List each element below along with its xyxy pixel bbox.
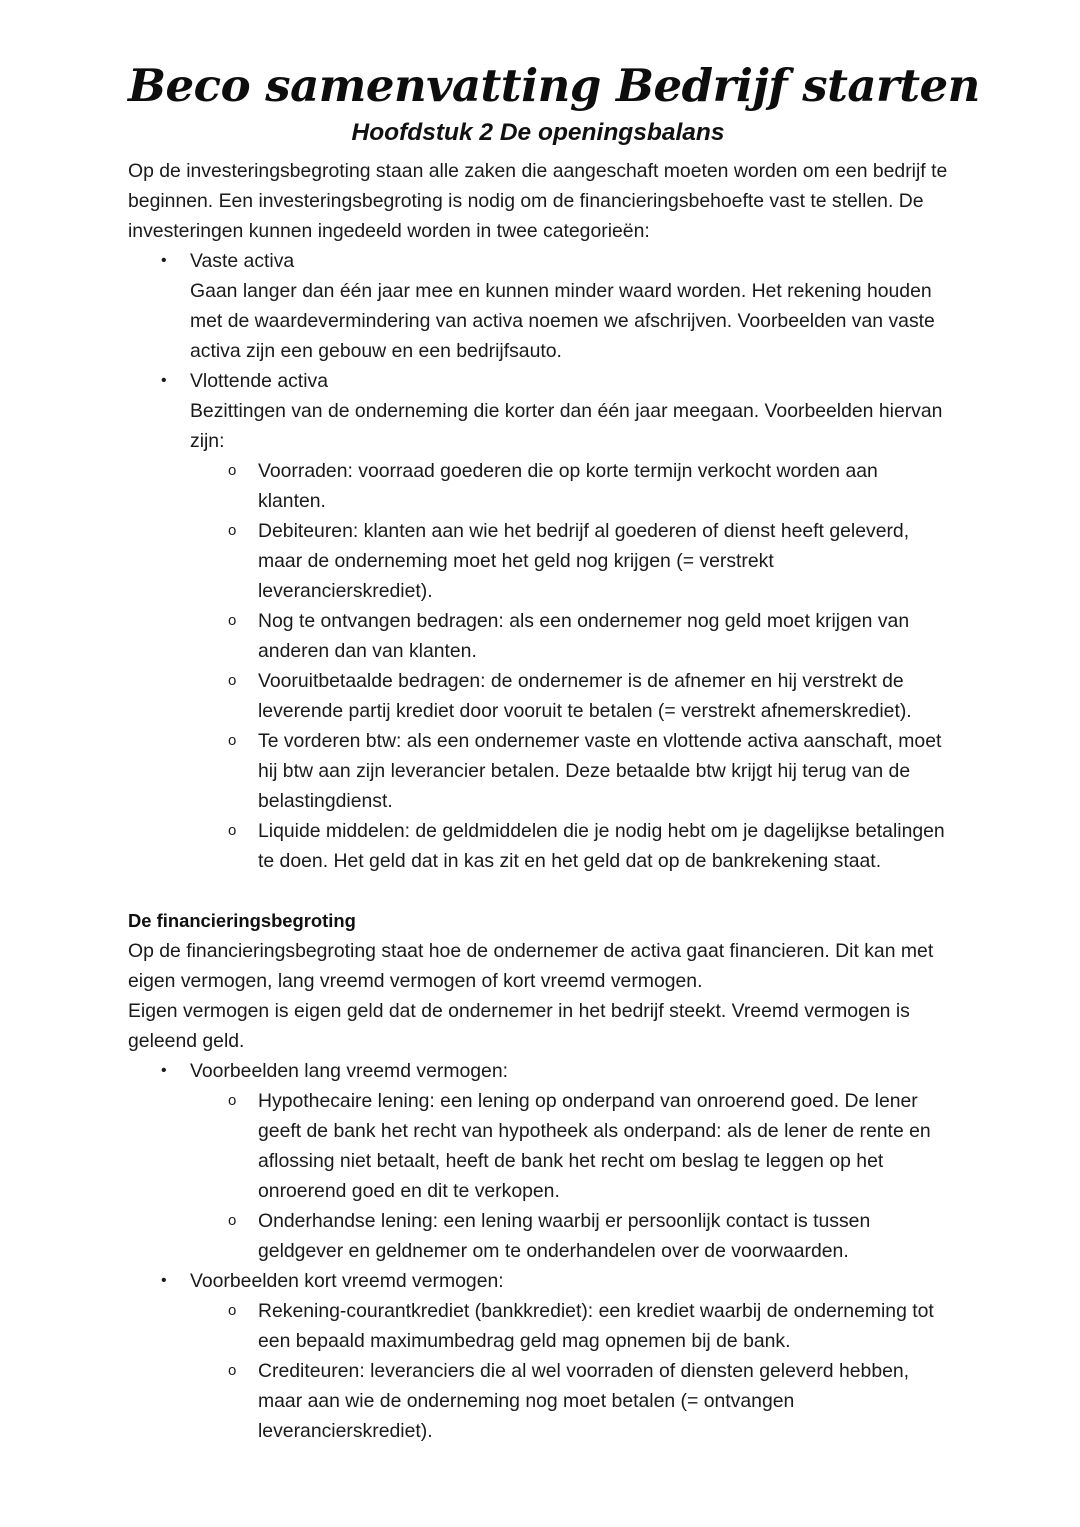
list-item-text: Crediteuren: leveranciers die al wel voorraden of diensten geleverd hebben, maar aan wie de onderneming nog moet betalen (= ontvangen leverancierskrediet). [258, 1359, 910, 1442]
financiering-paragraph-1: Op de financieringsbegroting staat hoe de ondernemer de activa gaat financieren. Dit kan met eigen vermogen, lang vreemd vermogen of kort vreemd vermogen. [128, 939, 934, 992]
list-item-lang-vreemd-vermogen [128, 1056, 948, 1086]
chapter-subtitle: Hoofdstuk 2 De openingsbalans [351, 119, 725, 147]
circle-bullet-icon: o [228, 671, 237, 689]
list-item [128, 726, 948, 816]
list-item-heading: Vaste activa [190, 249, 295, 272]
section-spacer [128, 876, 948, 906]
list-item-text: Liquide middelen: de geldmiddelen die je nodig hebt om je dagelijkse betalingen te doen. Het geld dat in kas zit en het geld dat op de bankrekening staat. [258, 819, 945, 872]
list-item-vlottende-activa [128, 366, 948, 456]
list-item [128, 606, 948, 666]
list-item-body: Gaan langer dan één jaar mee en kunnen minder waard worden. Het rekening houden met de waardevermindering van activa noemen we afschrijven. Voorbeelden van vaste activa zijn een gebouw en een bedrijfsauto. [190, 279, 935, 362]
list-item [128, 816, 948, 876]
list-item [128, 666, 948, 726]
list-item [128, 516, 948, 606]
list-item [128, 1356, 948, 1446]
list-item-heading: Vlottende activa [190, 369, 328, 392]
circle-bullet-icon: o [228, 1301, 237, 1319]
bullet-icon: • [161, 1271, 167, 1289]
list-item [128, 456, 948, 516]
list-item [128, 1086, 948, 1206]
list-item-text: Hypothecaire lening: een lening op onderpand van onroerend goed. De lener geeft de bank het recht van hypotheek als onderpand: als de lener de rente en aflossing niet betaalt, heeft de bank het recht om beslag te leggen op het onroerend goed en dit te verkopen. [258, 1089, 931, 1202]
list-item-text: Voorraden: voorraad goederen die op korte termijn verkocht worden aan klanten. [258, 459, 878, 512]
bullet-icon: • [161, 371, 167, 389]
list-item-text: Te vorderen btw: als een ondernemer vaste en vlottende activa aanschaft, moet hij btw aan zijn leverancier betalen. Deze betaalde btw krijgt hij terug van de belastingdienst. [258, 729, 942, 812]
circle-bullet-icon: o [228, 461, 237, 479]
circle-bullet-icon: o [228, 821, 237, 839]
circle-bullet-icon: o [228, 1211, 237, 1229]
list-item-text: Vooruitbetaalde bedragen: de ondernemer is de afnemer en hij verstrekt de leverende partij krediet door vooruit te betalen (= verstrekt afnemerskrediet). [258, 669, 912, 722]
list-item-text: Rekening-courantkrediet (bankkrediet): een krediet waarbij de onderneming tot een bepaald maximumbedrag geld mag opnemen bij de bank. [258, 1299, 934, 1352]
circle-bullet-icon: o [228, 521, 237, 539]
section-heading-financieringsbegroting: De financieringsbegroting [128, 909, 356, 931]
circle-bullet-icon: o [228, 731, 237, 749]
list-item-body: Bezittingen van de onderneming die korter dan één jaar meegaan. Voorbeelden hiervan zijn: [190, 399, 943, 452]
intro-paragraph: Op de investeringsbegroting staan alle zaken die aangeschaft moeten worden om een bedrijf te beginnen. Een investeringsbegroting is nodig om de financieringsbehoefte vast te stellen. De investeringen kunnen ingedeeld worden in twee categorieën: [128, 159, 948, 242]
list-item-vaste-activa [128, 246, 948, 366]
circle-bullet-icon: o [228, 1091, 237, 1109]
list-item-text: Onderhandse lening: een lening waarbij er persoonlijk contact is tussen geldgever en geldnemer om te onderhandelen over de voorwaarden. [258, 1209, 871, 1262]
circle-bullet-icon: o [228, 1361, 237, 1379]
financiering-paragraph-2: Eigen vermogen is eigen geld dat de ondernemer in het bedrijf steekt. Vreemd vermogen is geleend geld. [128, 999, 910, 1052]
list-item-heading: Voorbeelden kort vreemd vermogen: [190, 1269, 504, 1292]
circle-bullet-icon: o [228, 611, 237, 629]
bullet-icon: • [161, 1061, 167, 1079]
document-content [128, 0, 980, 1446]
list-item [128, 1206, 948, 1266]
list-item-kort-vreemd-vermogen [128, 1266, 948, 1296]
list-item [128, 1296, 948, 1356]
list-item-heading: Voorbeelden lang vreemd vermogen: [190, 1059, 508, 1082]
list-item-text: Nog te ontvangen bedragen: als een ondernemer nog geld moet krijgen van anderen dan van klanten. [258, 609, 910, 662]
list-item-text: Debiteuren: klanten aan wie het bedrijf al goederen of dienst heeft geleverd, maar de onderneming moet het geld nog krijgen (= verstrekt leverancierskrediet). [258, 519, 910, 602]
page-title: Beco samenvatting Bedrijf starten [128, 59, 980, 112]
bullet-icon: • [161, 251, 167, 269]
